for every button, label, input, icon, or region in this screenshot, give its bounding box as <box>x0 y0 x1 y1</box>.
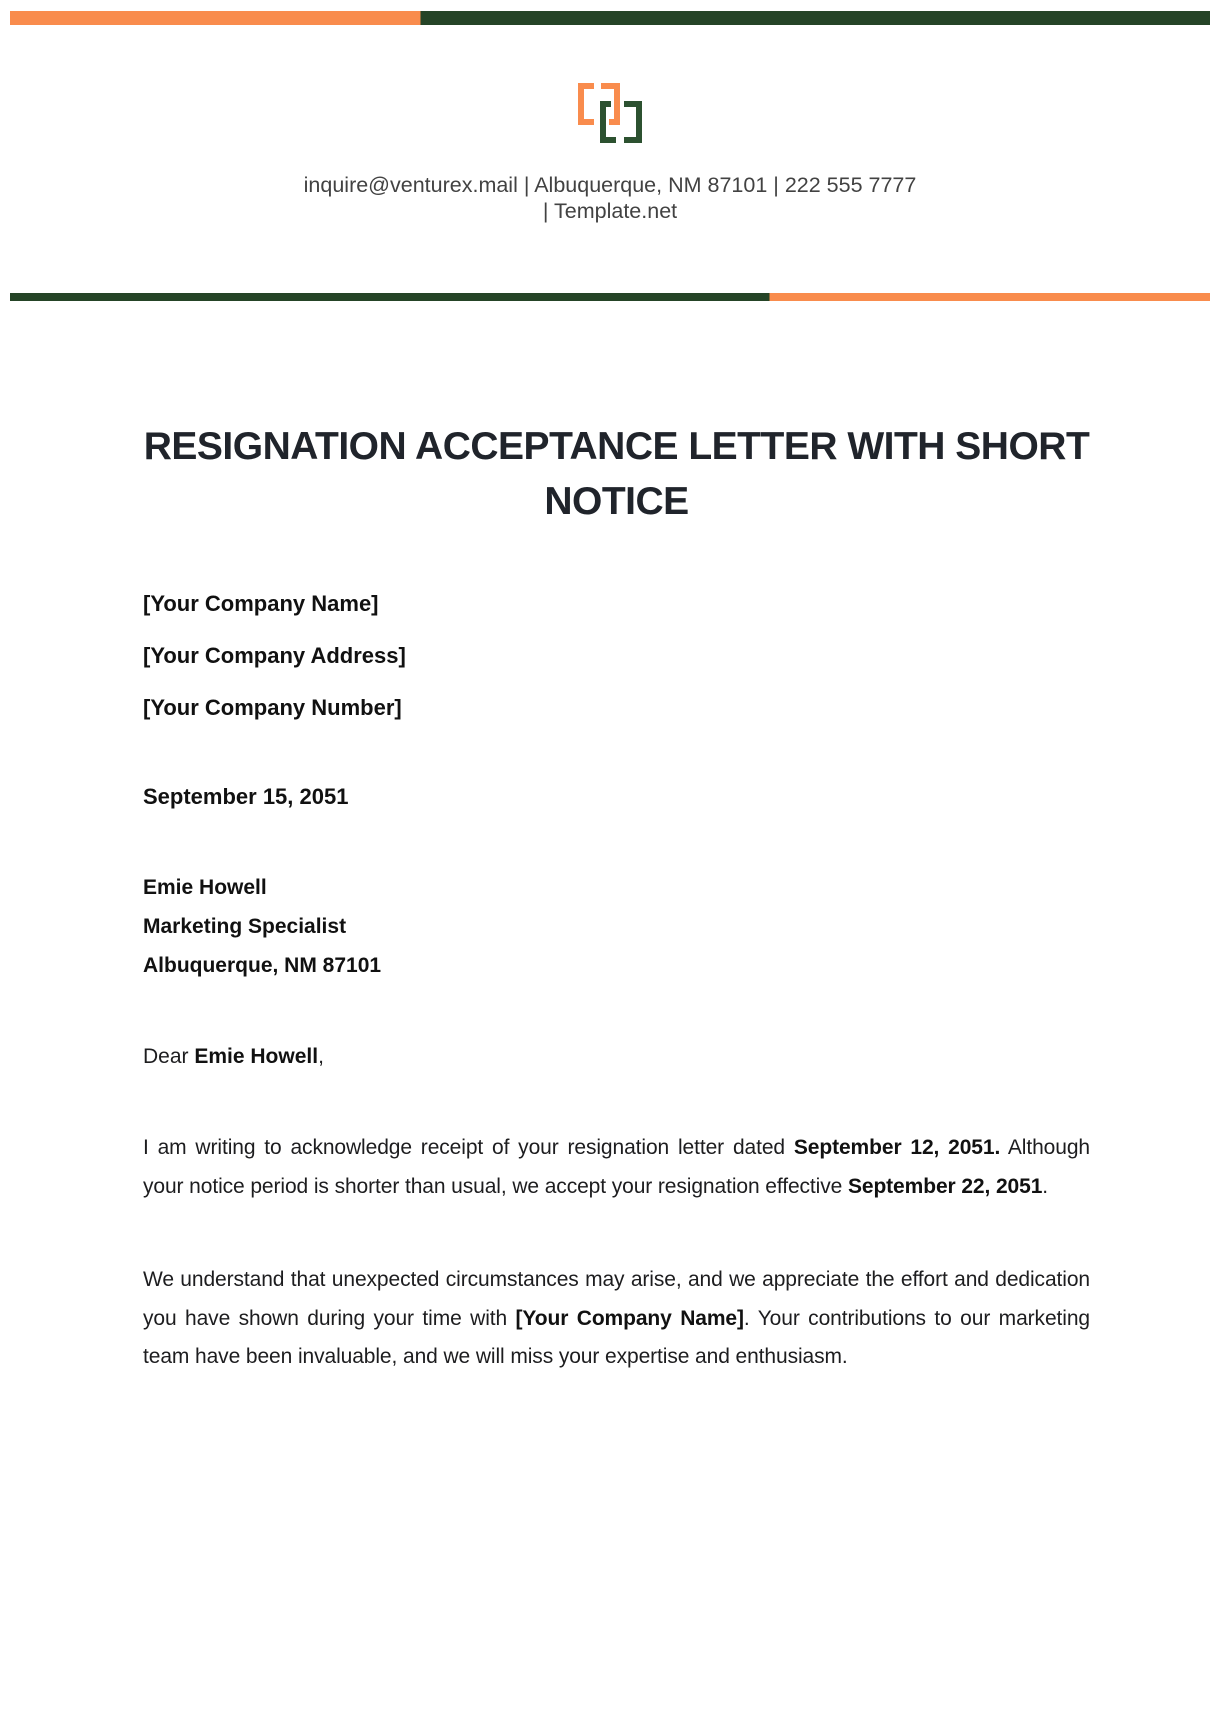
company-block <box>143 593 1090 719</box>
brand-logo <box>0 79 1220 147</box>
letter-body <box>0 419 1220 1377</box>
divider-accent-bar <box>10 293 1210 301</box>
recipient-name: Emie Howell <box>143 876 267 899</box>
contact-info <box>0 172 1220 224</box>
body-paragraph-1: I am writing to acknowledge receipt of your resignation letter dated September 12, 2051. Although your notice period is shorter than usual, we accept your resignation effective September 22, 2051. <box>143 1136 1090 1198</box>
letter-page <box>0 11 1220 1727</box>
company-address-placeholder: [Your Company Address] <box>143 643 406 668</box>
contact-line-1: inquire@venturex.mail | Albuquerque, NM 87101 | 222 555 7777 <box>303 173 917 197</box>
recipient-address: Albuquerque, NM 87101 <box>143 954 382 977</box>
recipient-block <box>143 868 1090 985</box>
company-name-placeholder: [Your Company Name] <box>143 591 379 616</box>
body-paragraph-2: We understand that unexpected circumstances may arise, and we appreciate the effort and dedication you have shown during your time with [Your Company Name]. Your contributions to our marketing team have been invaluable, and we will miss your expertise and enthusiasm. <box>143 1268 1090 1368</box>
salutation: Dear Emie Howell, <box>143 1045 324 1068</box>
letter-date: September 15, 2051 <box>143 784 349 809</box>
top-accent-bar <box>10 11 1210 25</box>
interlocked-brackets-icon <box>574 79 646 147</box>
recipient-title: Marketing Specialist <box>143 915 347 938</box>
letter-title: RESIGNATION ACCEPTANCE LETTER WITH SHORT NOTICE <box>143 425 1090 523</box>
contact-line-2: | Template.net <box>542 199 678 223</box>
company-number-placeholder: [Your Company Number] <box>143 695 402 720</box>
